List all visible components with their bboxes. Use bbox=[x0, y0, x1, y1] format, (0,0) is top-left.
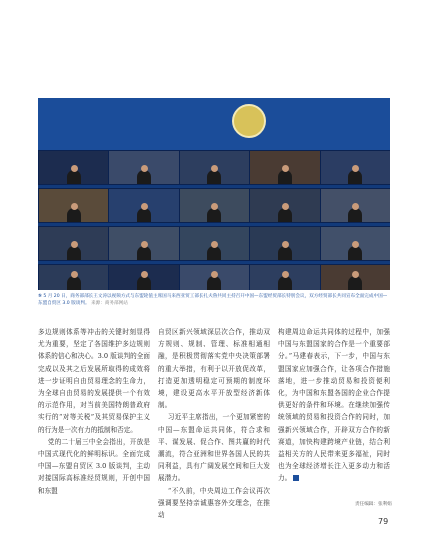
video-tile bbox=[320, 150, 390, 185]
video-tile bbox=[179, 264, 250, 290]
paragraph: 构建周边命运共同体的过程中，加强中国与东盟国家的合作是一个重要部分。”马建春表示，下一步，中国与东盟国家应加强合作，让各项合作措施落地，进一步推动贸易和投资便利化，为中国和东盟各国的企业合作提供更好的条件和环境。在继续加强传统领域的贸易和投资合作的同时，加强新兴领域合作，开辟双方合作的新赛道，加快构建跨境产业链，结合利益相关方的人民带来更多福祉，同时也为全球经济增长注入更多动力和活力。 bbox=[278, 328, 390, 483]
participant-head bbox=[71, 203, 78, 210]
participant-figure bbox=[137, 246, 151, 260]
photo-caption bbox=[38, 293, 390, 307]
caption-credit: 来源：商务部网站 bbox=[91, 301, 128, 306]
video-tile bbox=[179, 150, 250, 185]
editor-credit: 责任编辑：张利娟 bbox=[355, 502, 392, 507]
participant-head bbox=[282, 203, 289, 210]
asean-emblem bbox=[232, 104, 266, 138]
video-tile bbox=[108, 226, 179, 261]
participant-figure bbox=[278, 208, 292, 222]
article-column-3 bbox=[278, 326, 390, 485]
participant-figure bbox=[348, 246, 362, 260]
participant-figure bbox=[137, 170, 151, 184]
video-tile bbox=[320, 188, 390, 223]
participant-figure bbox=[278, 276, 292, 290]
participant-figure bbox=[207, 276, 221, 290]
video-tile bbox=[108, 188, 179, 223]
participant-figure bbox=[67, 208, 81, 222]
article-column-1 bbox=[38, 326, 150, 497]
participant-head bbox=[282, 241, 289, 248]
end-mark-icon bbox=[293, 475, 299, 481]
participant-figure bbox=[348, 170, 362, 184]
caption-text: 5 月 20 日，商务部部长王文涛以视频方式与东盟轮值主席国马来西亚贸工部长扎夫鲁共同主持召开中国—东盟经贸部长特别会议，双方经贸部长共同宣布全面完成中国—东盟自贸区 3.0 版谈判。 bbox=[38, 294, 388, 306]
video-tile bbox=[320, 264, 390, 290]
participant-figure bbox=[207, 246, 221, 260]
video-tile bbox=[38, 264, 109, 290]
participant-figure bbox=[137, 208, 151, 222]
video-tile bbox=[108, 264, 179, 290]
paragraph: 多边规则体系等冲击的关键时刻显得尤为重要，坚定了各国维护多边规则体系的信心和决心。3.0 版谈判的全面完成以及其之后发展所取得的成效将进一步证明自由贸易理念的生命力，为全球自由贸易的发展提供一个有效的示范作用，对当前美国特朗普政府实行的“对等关税”及其贸易保护主义的行为是一次有力的抵制和否定。 bbox=[38, 328, 150, 434]
photo-backdrop-band bbox=[38, 98, 390, 158]
participant-head bbox=[71, 271, 78, 278]
participant-figure bbox=[137, 276, 151, 290]
video-tile bbox=[179, 226, 250, 261]
paragraph: 自贸区新兴领域深层次合作，推动双方规则、规制、管理、标准相通相融，是积极贯彻落实党中央决策部署的重大举措，有利于以开放促改革，打造更加透明稳定可预期的制度环境，建设更高水平开放型经济新体制。 bbox=[158, 328, 270, 410]
participant-head bbox=[71, 165, 78, 172]
video-tile bbox=[249, 188, 320, 223]
participant-figure bbox=[67, 170, 81, 184]
participant-figure bbox=[207, 170, 221, 184]
paragraph: 习近平主席指出，一个更加紧密的中国—东盟命运共同体，符合求和平、谋发展、促合作、图共赢的时代潮流，符合亚洲和世界各国人民的共同利益，具有广阔发展空间和巨大发展潜力。 bbox=[158, 413, 270, 483]
participant-head bbox=[282, 165, 289, 172]
page-number: 79 bbox=[378, 517, 389, 526]
video-tile bbox=[179, 188, 250, 223]
participant-head bbox=[71, 241, 78, 248]
article-column-2 bbox=[158, 326, 270, 521]
video-conference-photo bbox=[38, 98, 390, 290]
video-tile bbox=[38, 226, 109, 261]
video-tile bbox=[108, 150, 179, 185]
participant-head bbox=[282, 271, 289, 278]
caption-number: ⑤ bbox=[38, 294, 42, 299]
video-tile bbox=[249, 264, 320, 290]
video-tile bbox=[38, 188, 109, 223]
paragraph: “不久前，中央周边工作会议再次强调要坚持亲诚惠容外交理念，在推动 bbox=[158, 486, 270, 520]
participant-figure bbox=[278, 246, 292, 260]
video-tile bbox=[38, 150, 109, 185]
participant-figure bbox=[207, 208, 221, 222]
video-tile bbox=[249, 226, 320, 261]
video-tile bbox=[249, 150, 320, 185]
participant-figure bbox=[278, 170, 292, 184]
participant-figure bbox=[67, 246, 81, 260]
video-tile bbox=[320, 226, 390, 261]
participant-figure bbox=[348, 208, 362, 222]
participant-figure bbox=[67, 276, 81, 290]
participant-figure bbox=[348, 276, 362, 290]
paragraph: 党的二十届三中全会指出，开放是中国式现代化的鲜明标识。全面完成中国—东盟自贸区 3.0 版谈判，主动对接国际高标准经贸规则，开创中国和东盟 bbox=[38, 437, 150, 495]
